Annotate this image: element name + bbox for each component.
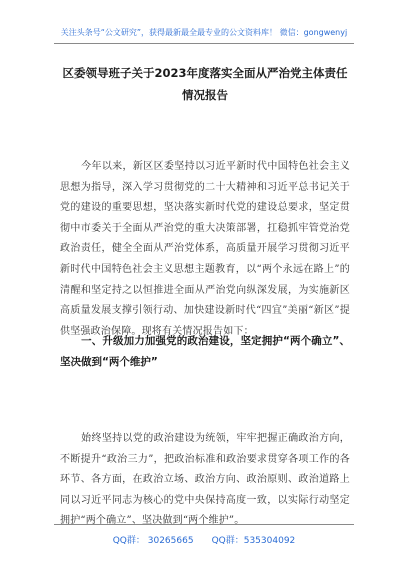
qq-group-2: QQ群：535304092 [211, 536, 296, 546]
body-paragraph [60, 157, 350, 342]
paragraph-text: 始终坚持以党的政治建设为统领，牢牢把握正确政治方向，不断提升“政治三力”，把政治标准和政治要求贯穿各项工作的各环节、各方面，在政治立场、政治方向、政治原则、政治道路上同以习近平同志为核心的党中央保持高度一致，以实际行动坚定拥护“两个确立”、坚决做到“两个维护”。 [60, 433, 350, 527]
footer-banner [0, 533, 408, 546]
qq-group-1: QQ群： 30265665 [112, 536, 194, 546]
header-divider [54, 43, 354, 44]
section-heading [60, 331, 350, 373]
header-banner: 关注头条号“公文研究”，获得最新最全最专业的公文资料库！ 微信：gongwenyj [60, 28, 348, 37]
section-heading-text: 一、升级加力加强党的政治建设，坚定拥护“两个确立”、坚决做到“两个维护” [60, 335, 350, 368]
body-paragraph [60, 429, 350, 532]
paragraph-text: 今年以来，新区区委坚持以习近平新时代中国特色社会主义思想为指导，深入学习贯彻党的二十大精神和习近平总书记关于党的建设的重要思想，坚决落实新时代党的建设总要求，坚定贯彻中市委关于全面从严治党的重大决策部署，扛稳抓牢管党治党政治责任，健全全面从严治党体系，高质量开展学习贯彻习近平新时代中国特色社会主义思想主题教育，以“两个永远在路上”的清醒和坚定持之以恒推进全面从严治党向纵深发展，为实施新区高质量发展支撑引领行动、加快建设新时代“四宜”美丽“新区”提供坚强政治保障。现将有关情况报告如下： [60, 161, 350, 337]
document-title: 区委领导班子关于2023年度落实全面从严治党主体责任情况报告 [62, 66, 348, 102]
footer-divider [54, 524, 354, 525]
